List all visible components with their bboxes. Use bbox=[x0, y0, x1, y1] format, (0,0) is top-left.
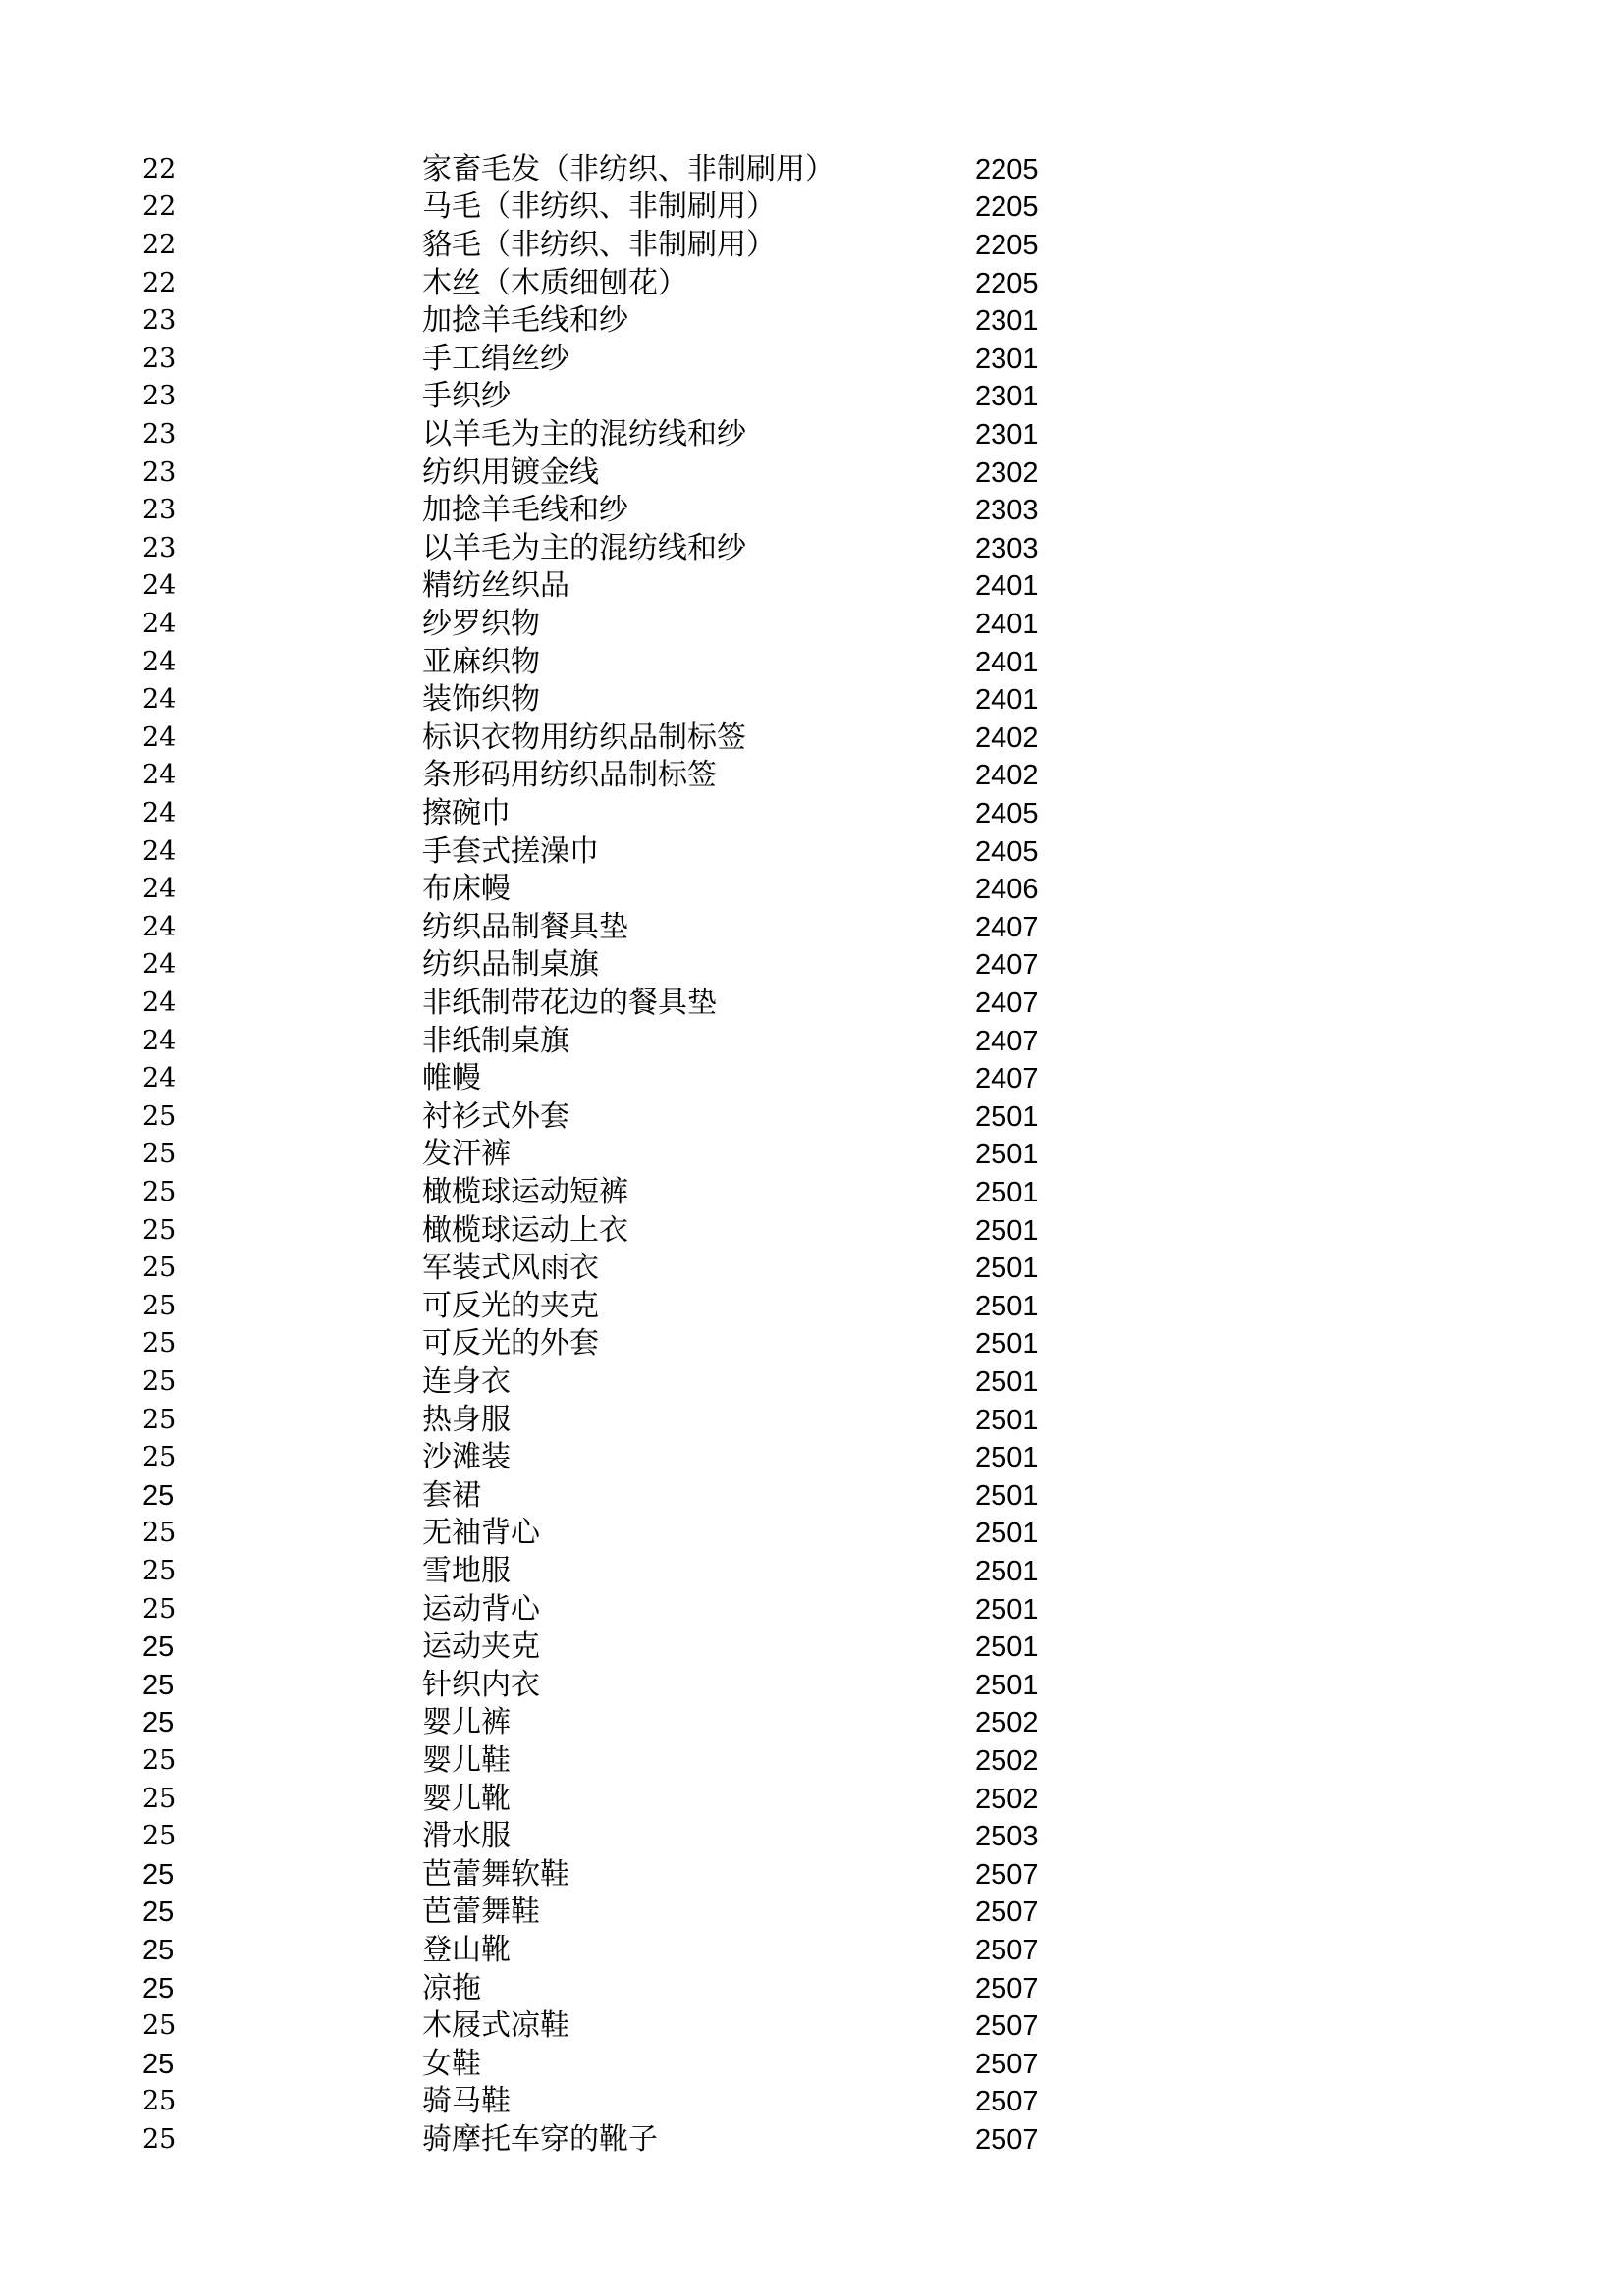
item-name: 针织内衣 bbox=[422, 1667, 540, 1702]
table-row bbox=[0, 1894, 1624, 1932]
group-code: 2501 bbox=[975, 1253, 1039, 1285]
class-number: 25 bbox=[142, 1669, 175, 1701]
table-row bbox=[0, 2046, 1624, 2084]
group-code: 2507 bbox=[975, 2048, 1039, 2080]
class-number: 25 bbox=[142, 1176, 177, 1207]
item-name: 可反光的外套 bbox=[422, 1326, 599, 1362]
group-code: 2507 bbox=[975, 1858, 1039, 1891]
item-name: 以羊毛为主的混纺线和纱 bbox=[422, 416, 746, 452]
class-number: 23 bbox=[142, 305, 177, 337]
class-number: 22 bbox=[142, 229, 177, 260]
group-code: 2501 bbox=[975, 1404, 1039, 1436]
table-row bbox=[0, 985, 1624, 1023]
group-code: 2501 bbox=[975, 1442, 1039, 1474]
class-number: 25 bbox=[142, 2086, 177, 2117]
table-row bbox=[0, 1781, 1624, 1819]
class-number: 25 bbox=[142, 1593, 177, 1625]
item-name: 加捻羊毛线和纱 bbox=[422, 303, 628, 339]
class-number: 25 bbox=[142, 1365, 177, 1397]
item-name: 婴儿裤 bbox=[422, 1705, 511, 1740]
table-row bbox=[0, 1932, 1624, 1970]
group-code: 2503 bbox=[975, 1821, 1039, 1853]
group-code: 2501 bbox=[975, 1214, 1039, 1247]
table-row bbox=[0, 1856, 1624, 1895]
table-row bbox=[0, 1629, 1624, 1667]
item-name: 木屐式凉鞋 bbox=[422, 2008, 569, 2044]
item-name: 女鞋 bbox=[422, 2046, 481, 2081]
table-row bbox=[0, 1174, 1624, 1212]
group-code: 2401 bbox=[975, 684, 1039, 717]
table-row bbox=[0, 1288, 1624, 1326]
item-name: 无袖背心 bbox=[422, 1516, 540, 1551]
class-number: 22 bbox=[142, 191, 177, 223]
table-row bbox=[0, 1402, 1624, 1440]
item-name: 貉毛（非纺织、非制刷用） bbox=[422, 227, 776, 262]
table-row bbox=[0, 1136, 1624, 1174]
class-number: 25 bbox=[142, 1972, 175, 2004]
group-code: 2501 bbox=[975, 1365, 1039, 1398]
item-name: 橄榄球运动上衣 bbox=[422, 1212, 628, 1248]
class-number: 25 bbox=[142, 1479, 175, 1512]
item-name: 手套式搓澡巾 bbox=[422, 833, 599, 869]
group-code: 2407 bbox=[975, 987, 1039, 1019]
class-number: 25 bbox=[142, 1555, 177, 1586]
item-name: 纺织品制餐具垫 bbox=[422, 909, 628, 944]
class-number: 25 bbox=[142, 1442, 177, 1473]
group-code: 2301 bbox=[975, 305, 1039, 338]
group-code: 2501 bbox=[975, 1669, 1039, 1701]
table-row bbox=[0, 1023, 1624, 1061]
class-number: 25 bbox=[142, 1139, 177, 1170]
group-code: 2302 bbox=[975, 456, 1039, 489]
item-name: 家畜毛发（非纺织、非制刷用） bbox=[422, 151, 835, 187]
group-code: 2501 bbox=[975, 1479, 1039, 1512]
table-row bbox=[0, 606, 1624, 644]
class-number: 24 bbox=[142, 797, 177, 828]
class-number: 24 bbox=[142, 1025, 177, 1056]
class-number: 23 bbox=[142, 532, 177, 563]
table-row bbox=[0, 2007, 1624, 2046]
item-name: 标识衣物用纺织品制标签 bbox=[422, 720, 746, 755]
class-number: 24 bbox=[142, 835, 177, 867]
group-code: 2507 bbox=[975, 2123, 1039, 2156]
class-number: 24 bbox=[142, 949, 177, 981]
table-row bbox=[0, 1704, 1624, 1742]
class-number: 23 bbox=[142, 381, 177, 412]
table-row bbox=[0, 227, 1624, 265]
group-code: 2402 bbox=[975, 721, 1039, 754]
item-name: 婴儿鞋 bbox=[422, 1742, 511, 1778]
class-number: 25 bbox=[142, 1707, 175, 1739]
item-name: 滑水服 bbox=[422, 1819, 511, 1854]
group-code: 2401 bbox=[975, 646, 1039, 678]
group-code: 2205 bbox=[975, 229, 1039, 261]
class-number: 24 bbox=[142, 646, 177, 677]
item-name: 军装式风雨衣 bbox=[422, 1251, 599, 1286]
group-code: 2402 bbox=[975, 760, 1039, 792]
class-number: 25 bbox=[142, 1214, 177, 1246]
item-name: 手工绢丝纱 bbox=[422, 341, 569, 376]
class-number: 25 bbox=[142, 1896, 175, 1929]
item-name: 帷幔 bbox=[422, 1061, 481, 1096]
item-name: 婴儿靴 bbox=[422, 1781, 511, 1816]
group-code: 2507 bbox=[975, 1972, 1039, 2004]
item-name: 纱罗织物 bbox=[422, 606, 540, 641]
table-row bbox=[0, 833, 1624, 872]
item-name: 芭蕾舞软鞋 bbox=[422, 1856, 569, 1892]
item-name: 马毛（非纺织、非制刷用） bbox=[422, 189, 776, 225]
class-number: 25 bbox=[142, 1404, 177, 1435]
class-number: 25 bbox=[142, 1858, 175, 1891]
class-number: 24 bbox=[142, 684, 177, 716]
item-name: 雪地服 bbox=[422, 1553, 511, 1588]
table-row bbox=[0, 681, 1624, 720]
table-row bbox=[0, 1363, 1624, 1402]
group-code: 2401 bbox=[975, 608, 1039, 640]
group-code: 2301 bbox=[975, 418, 1039, 451]
item-name: 骑摩托车穿的靴子 bbox=[422, 2121, 658, 2157]
item-name: 非纸制桌旗 bbox=[422, 1023, 569, 1058]
group-code: 2501 bbox=[975, 1176, 1039, 1208]
class-number: 22 bbox=[142, 153, 177, 185]
item-name: 运动背心 bbox=[422, 1591, 540, 1627]
item-name: 凉拖 bbox=[422, 1970, 481, 2005]
item-name: 骑马鞋 bbox=[422, 2084, 511, 2119]
group-code: 2507 bbox=[975, 1934, 1039, 1966]
item-name: 纺织品制桌旗 bbox=[422, 947, 599, 983]
group-code: 2406 bbox=[975, 874, 1039, 906]
class-number: 25 bbox=[142, 2010, 177, 2042]
table-row bbox=[0, 1325, 1624, 1363]
class-number: 25 bbox=[142, 1328, 177, 1360]
class-number: 24 bbox=[142, 987, 177, 1018]
class-number: 25 bbox=[142, 1253, 177, 1284]
group-code: 2507 bbox=[975, 1896, 1039, 1929]
item-name: 布床幔 bbox=[422, 872, 511, 907]
item-name: 以羊毛为主的混纺线和纱 bbox=[422, 530, 746, 565]
class-number: 25 bbox=[142, 2048, 175, 2080]
group-code: 2501 bbox=[975, 1100, 1039, 1133]
group-code: 2405 bbox=[975, 835, 1039, 868]
item-name: 木丝（木质细刨花） bbox=[422, 265, 687, 300]
table-row bbox=[0, 302, 1624, 341]
item-name: 加捻羊毛线和纱 bbox=[422, 493, 628, 528]
class-number: 25 bbox=[142, 1934, 175, 1966]
table-row bbox=[0, 1515, 1624, 1553]
item-name: 发汗裤 bbox=[422, 1137, 511, 1172]
group-code: 2407 bbox=[975, 911, 1039, 943]
table-row bbox=[0, 1818, 1624, 1856]
class-number: 22 bbox=[142, 267, 177, 298]
class-number: 25 bbox=[142, 1821, 177, 1852]
group-code: 2301 bbox=[975, 343, 1039, 375]
table-row bbox=[0, 567, 1624, 606]
class-number: 23 bbox=[142, 495, 177, 526]
item-name: 可反光的夹克 bbox=[422, 1288, 599, 1323]
group-code: 2401 bbox=[975, 570, 1039, 603]
table-row bbox=[0, 720, 1624, 758]
group-code: 2502 bbox=[975, 1744, 1039, 1777]
item-name: 精纺丝织品 bbox=[422, 568, 569, 604]
class-number: 23 bbox=[142, 343, 177, 374]
group-code: 2502 bbox=[975, 1783, 1039, 1815]
group-code: 2507 bbox=[975, 2086, 1039, 2118]
table-row bbox=[0, 1742, 1624, 1781]
item-name: 亚麻织物 bbox=[422, 644, 540, 679]
table-row bbox=[0, 871, 1624, 909]
group-code: 2205 bbox=[975, 153, 1039, 186]
group-code: 2501 bbox=[975, 1593, 1039, 1626]
item-name: 非纸制带花边的餐具垫 bbox=[422, 985, 717, 1020]
table-row bbox=[0, 1212, 1624, 1251]
table-row bbox=[0, 454, 1624, 493]
table-row bbox=[0, 151, 1624, 189]
class-number: 25 bbox=[142, 1290, 177, 1321]
table-row bbox=[0, 1970, 1624, 2008]
table-row bbox=[0, 795, 1624, 833]
class-number: 25 bbox=[142, 1783, 177, 1814]
class-number: 24 bbox=[142, 570, 177, 602]
class-number: 25 bbox=[142, 1100, 177, 1132]
item-name: 条形码用纺织品制标签 bbox=[422, 758, 717, 793]
group-code: 2501 bbox=[975, 1328, 1039, 1361]
group-code: 2407 bbox=[975, 1025, 1039, 1057]
table-row bbox=[0, 1098, 1624, 1137]
group-code: 2303 bbox=[975, 495, 1039, 527]
table-row bbox=[0, 644, 1624, 682]
group-code: 2301 bbox=[975, 381, 1039, 413]
group-code: 2205 bbox=[975, 267, 1039, 299]
table-row bbox=[0, 1439, 1624, 1477]
group-code: 2407 bbox=[975, 949, 1039, 982]
item-name: 纺织用镀金线 bbox=[422, 454, 599, 490]
table-row bbox=[0, 1250, 1624, 1288]
class-number: 25 bbox=[142, 1518, 177, 1549]
group-code: 2501 bbox=[975, 1518, 1039, 1550]
item-name: 沙滩装 bbox=[422, 1440, 511, 1475]
table-row bbox=[0, 1667, 1624, 1705]
item-name: 衬衫式外套 bbox=[422, 1098, 569, 1134]
class-number: 23 bbox=[142, 456, 177, 488]
class-number: 25 bbox=[142, 2123, 177, 2155]
group-code: 2507 bbox=[975, 2010, 1039, 2043]
group-code: 2205 bbox=[975, 191, 1039, 224]
table-row bbox=[0, 378, 1624, 416]
class-number: 24 bbox=[142, 608, 177, 639]
group-code: 2303 bbox=[975, 532, 1039, 564]
item-name: 手织纱 bbox=[422, 379, 511, 414]
item-name: 热身服 bbox=[422, 1402, 511, 1437]
item-name: 擦碗巾 bbox=[422, 795, 511, 830]
class-number: 24 bbox=[142, 1063, 177, 1095]
class-number: 24 bbox=[142, 874, 177, 905]
table-row bbox=[0, 1477, 1624, 1516]
table-row bbox=[0, 1591, 1624, 1629]
item-name: 套裙 bbox=[422, 1477, 481, 1513]
class-number: 25 bbox=[142, 1744, 177, 1776]
item-name: 橄榄球运动短裤 bbox=[422, 1174, 628, 1209]
table-row bbox=[0, 2083, 1624, 2121]
class-number: 24 bbox=[142, 911, 177, 942]
table-row bbox=[0, 341, 1624, 379]
table-row bbox=[0, 1060, 1624, 1098]
table-row bbox=[0, 2121, 1624, 2160]
item-name: 芭蕾舞鞋 bbox=[422, 1895, 540, 1930]
table-row bbox=[0, 265, 1624, 303]
class-number: 24 bbox=[142, 760, 177, 791]
item-name: 装饰织物 bbox=[422, 682, 540, 718]
table-row bbox=[0, 416, 1624, 454]
group-code: 2501 bbox=[975, 1631, 1039, 1664]
table-row bbox=[0, 757, 1624, 795]
group-code: 2407 bbox=[975, 1063, 1039, 1095]
group-code: 2502 bbox=[975, 1707, 1039, 1739]
group-code: 2501 bbox=[975, 1290, 1039, 1322]
table-row bbox=[0, 1553, 1624, 1591]
table-row bbox=[0, 188, 1624, 227]
table-row bbox=[0, 492, 1624, 530]
table-row bbox=[0, 946, 1624, 985]
class-number: 24 bbox=[142, 721, 177, 753]
table-row bbox=[0, 909, 1624, 947]
class-number: 23 bbox=[142, 418, 177, 450]
item-name: 运动夹克 bbox=[422, 1629, 540, 1665]
class-number: 25 bbox=[142, 1631, 175, 1664]
group-code: 2501 bbox=[975, 1555, 1039, 1587]
group-code: 2405 bbox=[975, 797, 1039, 829]
item-name: 连身衣 bbox=[422, 1363, 511, 1399]
group-code: 2501 bbox=[975, 1139, 1039, 1171]
item-name: 登山靴 bbox=[422, 1932, 511, 1967]
table-row bbox=[0, 530, 1624, 568]
